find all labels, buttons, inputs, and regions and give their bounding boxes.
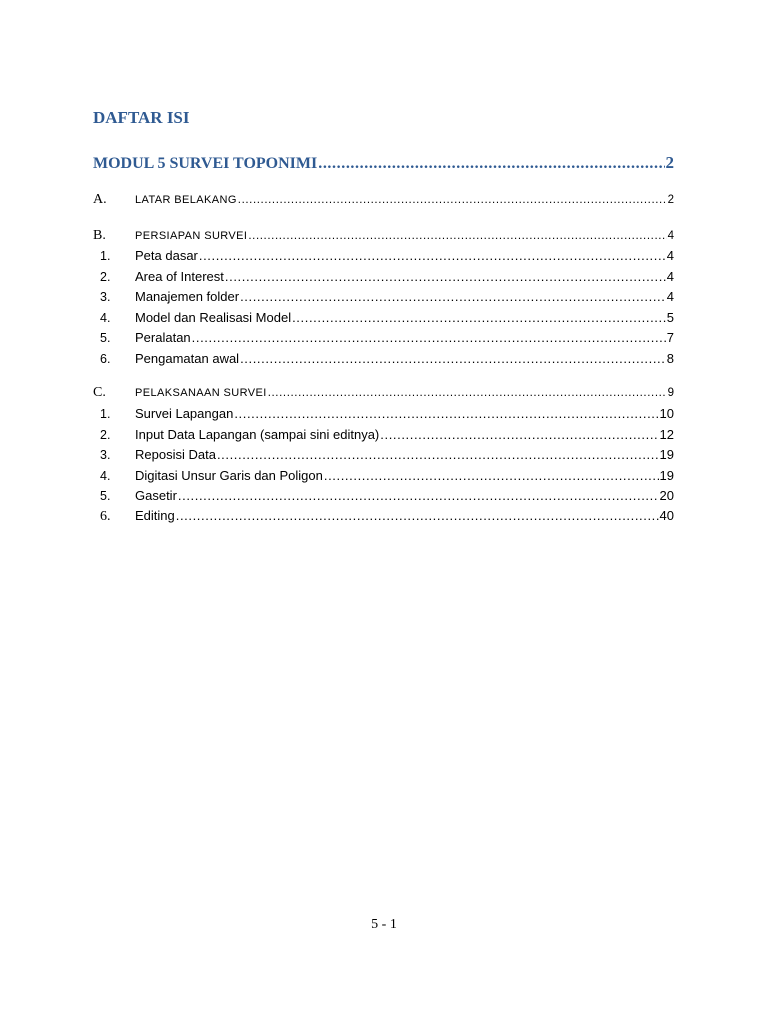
item-number: 3. [100, 448, 111, 462]
dot-leader [292, 310, 666, 325]
toc-section-a[interactable] [93, 192, 674, 208]
module-page-number: 2 [665, 153, 674, 172]
toc-item-b6[interactable] [100, 351, 674, 366]
dot-leader [178, 488, 659, 503]
dot-leader [238, 194, 667, 206]
dot-leader [248, 230, 666, 242]
toc-item-b3[interactable] [100, 289, 674, 304]
dot-leader [225, 269, 666, 284]
item-title: Pengamatan awal [135, 351, 240, 366]
item-title: Survei Lapangan [135, 406, 234, 421]
item-title: Input Data Lapangan (sampai sini editnya) [135, 427, 380, 442]
item-page-number: 7 [666, 330, 674, 345]
section-title: LATAR BELAKANG [135, 194, 237, 206]
dot-leader [192, 330, 666, 345]
section-letter: A. [93, 192, 107, 207]
section-title: PELAKSANAAN SURVEI [135, 387, 267, 399]
item-page-number: 8 [666, 351, 674, 366]
item-page-number: 10 [659, 406, 674, 421]
item-page-number: 19 [659, 447, 674, 462]
item-page-number: 4 [666, 248, 674, 263]
item-page-number: 5 [666, 310, 674, 325]
section-page-number: 4 [667, 230, 674, 242]
section-title: PERSIAPAN SURVEI [135, 230, 248, 242]
item-page-number: 4 [666, 289, 674, 304]
item-number: 1. [100, 249, 111, 263]
section-page-number: 9 [667, 387, 674, 399]
item-title: Gasetir [135, 488, 177, 503]
item-title: Editing [135, 508, 175, 523]
dot-leader [268, 387, 667, 399]
dot-leader [176, 508, 659, 523]
item-page-number: 4 [666, 269, 674, 284]
toc-item-c1[interactable] [100, 406, 674, 421]
toc-item-c5[interactable] [100, 488, 674, 503]
dot-leader [318, 155, 664, 173]
item-title: Model dan Realisasi Model [135, 310, 292, 325]
item-number: 5. [100, 331, 111, 345]
dot-leader [234, 406, 658, 421]
toc-section-b[interactable] [93, 228, 674, 244]
section-letter: C. [93, 385, 106, 400]
item-number: 2. [100, 270, 111, 284]
toc-item-c6[interactable] [100, 508, 674, 525]
item-title: Manajemen folder [135, 289, 240, 304]
dot-leader [240, 289, 666, 304]
dot-leader [380, 427, 658, 442]
item-page-number: 20 [659, 488, 674, 503]
toc-heading: DAFTAR ISI [93, 108, 190, 127]
dot-leader [199, 248, 666, 263]
toc-item-c3[interactable] [100, 447, 674, 462]
section-page-number: 2 [667, 194, 674, 206]
item-number: 2. [100, 428, 111, 442]
toc-item-b4[interactable] [100, 310, 674, 325]
section-letter: B. [93, 228, 106, 243]
item-number: 3. [100, 290, 111, 304]
module-title: MODUL 5 SURVEI TOPONIMI [93, 155, 318, 172]
item-title: Digitasi Unsur Garis dan Poligon [135, 468, 323, 483]
item-number: 4. [100, 311, 111, 325]
item-page-number: 19 [659, 468, 674, 483]
item-page-number: 12 [659, 427, 674, 442]
toc-item-b1[interactable] [100, 248, 674, 263]
item-number: 5. [100, 489, 111, 503]
dot-leader [240, 351, 666, 366]
item-number: 1. [100, 407, 111, 421]
item-page-number: 40 [659, 508, 674, 523]
toc-module-entry[interactable] [93, 153, 674, 173]
page-footer-number: 5 - 1 [371, 917, 397, 932]
toc-section-c[interactable] [93, 385, 674, 401]
item-title: Peralatan [135, 330, 191, 345]
item-number: 4. [100, 469, 111, 483]
toc-item-c2[interactable] [100, 427, 674, 442]
item-number: 6. [100, 352, 111, 366]
item-title: Peta dasar [135, 248, 198, 263]
item-title: Reposisi Data [135, 447, 216, 462]
dot-leader [217, 447, 659, 462]
dot-leader [324, 468, 659, 483]
item-number: 6. [100, 509, 111, 524]
toc-item-c4[interactable] [100, 468, 674, 483]
item-title: Area of Interest [135, 269, 224, 284]
toc-item-b5[interactable] [100, 330, 674, 345]
toc-item-b2[interactable] [100, 269, 674, 284]
